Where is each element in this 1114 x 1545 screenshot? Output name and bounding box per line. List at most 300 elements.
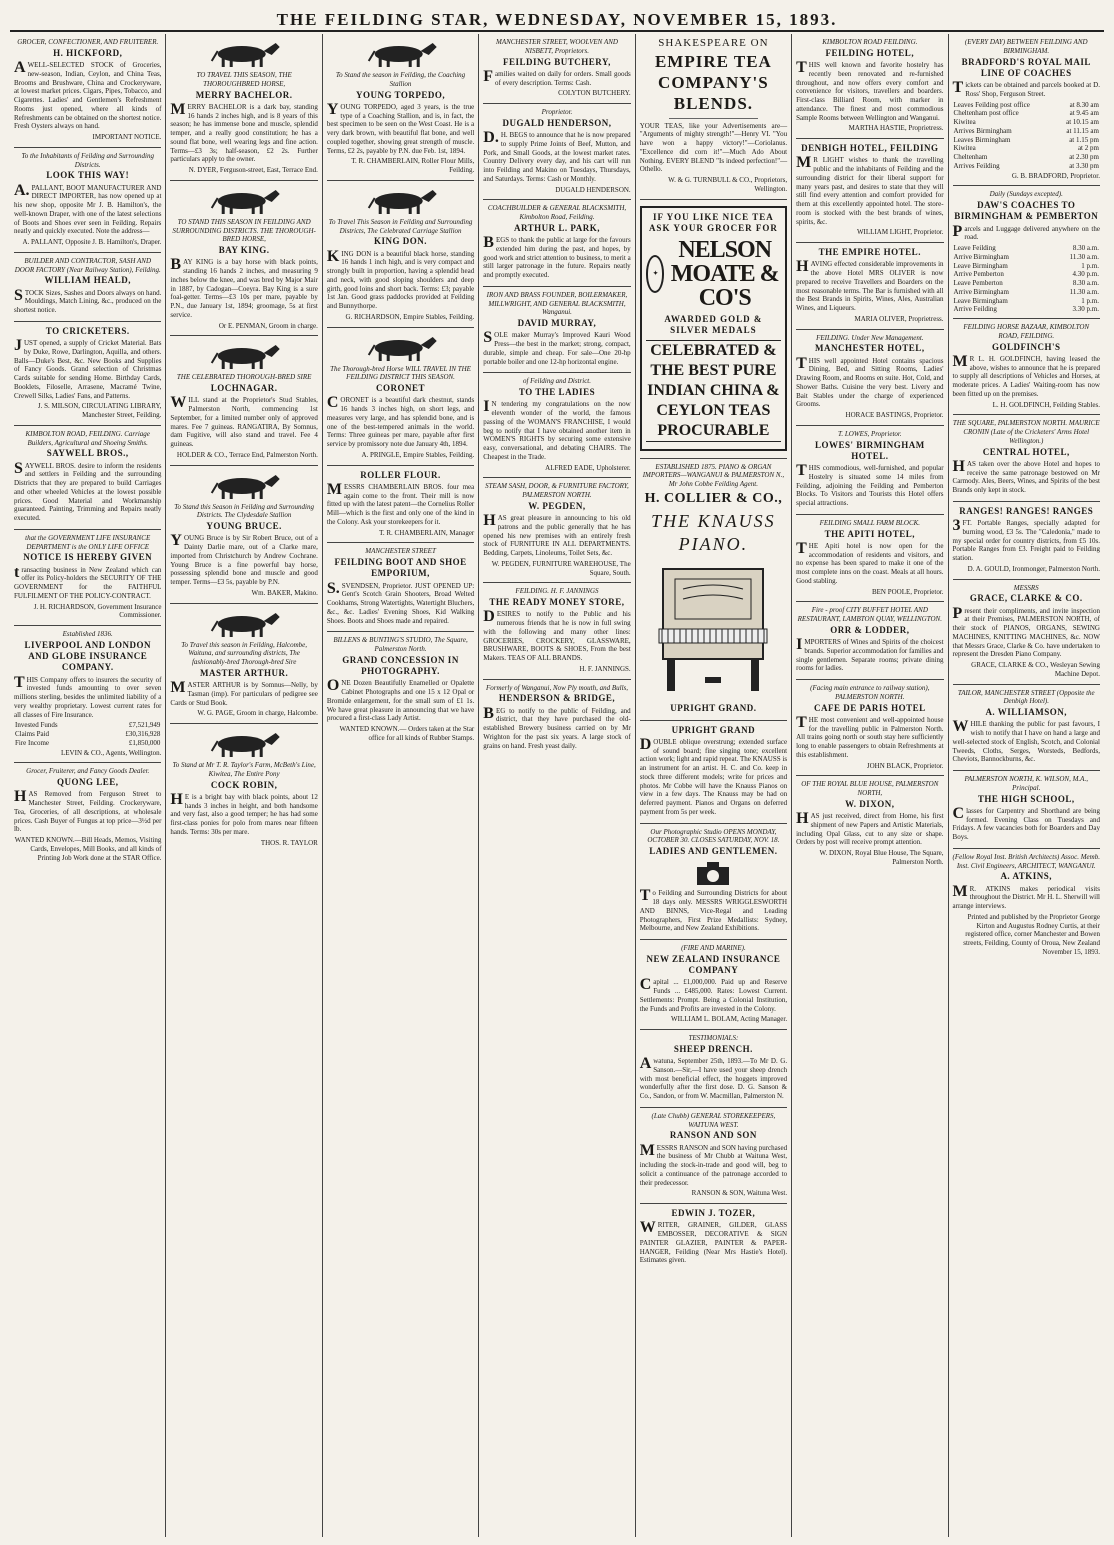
ad-subtitle: (Late Chubb) GENERAL STOREKEEPERS, WAITUNA WEST. xyxy=(651,1111,776,1129)
table-cell-value: at 1.15 pm xyxy=(1069,135,1099,144)
ad-title: LOOK THIS WAY! xyxy=(46,170,130,181)
piano-illustration xyxy=(653,559,773,699)
masthead xyxy=(10,4,1104,32)
table-cell-label: Arrives Birmingham xyxy=(953,126,1012,135)
ad-subtitle: BUILDER AND CONTRACTOR, SASH AND DOOR FACTORY (Near Railway Station), Feilding. xyxy=(14,256,161,274)
ad-body: S.SVENDSEN, Proprietor. JUST OPENED UP: Gent's Scotch Grain Shooters, Broad Welted Cookhams, Strong Watertights, Watertight Bluchers, &c., &c. Ladies' Evening Shoes, Kid Walking Shoes. Boots and Shoes made and repaired. xyxy=(326,579,475,625)
advertisement xyxy=(796,426,943,515)
ad-subtitle: MANCHESTER STREET xyxy=(365,547,436,556)
ad-signature: J. S. MILSON, CIRCULATING LIBRARY, Manchester Street, Feilding. xyxy=(37,402,162,419)
ad-title: A. ATKINS, xyxy=(1000,871,1053,882)
ad-title: LADIES AND GENTLEMEN. xyxy=(649,846,778,856)
table-cell-value: at 2.30 pm xyxy=(1069,153,1099,161)
ad-signature: RANSON & SON, Waituna West. xyxy=(691,1189,788,1198)
advertisement xyxy=(953,319,1100,415)
ad-subtitle: (FIRE AND MARINE). xyxy=(681,944,746,952)
ad-signature: W. & G. TURNBULL & CO., Proprietors, Wellington. xyxy=(668,176,788,193)
table-cell-value: at 3.30 pm xyxy=(1069,161,1099,170)
table-cell-value: 8.30 a.m. xyxy=(1072,244,1099,252)
horse-illustration xyxy=(170,609,317,639)
column-4 xyxy=(478,34,634,1537)
advertisement xyxy=(14,763,161,867)
table-cell-label: Arrives Feilding xyxy=(953,161,1000,170)
ad-subtitle: The Thorough-bred Horse WILL TRAVEL IN THE FEILDING DISTRICT THIS SEASON. xyxy=(330,364,471,382)
horse-illustration xyxy=(327,186,474,216)
advertisement xyxy=(953,580,1100,685)
table-cell-label: Cheltenham post office xyxy=(953,109,1019,118)
ad-body: MR LIGHT wishes to thank the travelling public and the inhabitants of Feilding and the surrounding district for their liberal support for many years past, and desires to state that they will still find every attention and comfort provided for them at this excellently appointed hotel. The store-room is stocked with the best brands of wines, spirits, &c. xyxy=(796,154,944,226)
ad-subtitle: THE SQUARE, PALMERSTON NORTH. MAURICE CRONIN (Late of the Cricketers' Arms Hotel Wellington.) xyxy=(952,419,1100,445)
ad-signature: Printed and published by the Proprietor George Kirton and Augustus Rodney Curtis, at their registered office, corner Manchester and Bowen streets, Feilding, County of Oroua, New Zealand November 15, 1893. xyxy=(963,912,1100,956)
ad-title: KING DON. xyxy=(374,236,428,247)
ad-signature: MARIA OLIVER, Proprietress. xyxy=(854,314,944,323)
advertisement xyxy=(170,724,317,852)
camera-icon xyxy=(693,859,733,887)
ad-body: Tickets can be obtained and parcels booked at D. Ross' Shop, Ferguson Street. xyxy=(952,79,1100,98)
column-1 xyxy=(10,34,165,1537)
ad-signature: J. H. RICHARDSON, Government Insurance Commissioner. xyxy=(33,602,162,620)
ad-signature: ALFRED EADE, Upholsterer. xyxy=(545,463,631,472)
ad-title: W. PEGDEN, xyxy=(528,500,586,511)
ad-body: D.H. BEGS to announce that he is now prepared to supply Prime Joints of Beef, Mutton, and Pork, and Small Goods, at the lowest market rates. Country Delivery every day, and his cart will run into Feilding and Makino on Tuesdays, Thursdays, and Saturdays. Terms: Cash or Monthly. xyxy=(483,129,631,183)
ad-subtitle: Established 1836. xyxy=(62,630,113,638)
advertisement xyxy=(953,849,1100,962)
ad-subtitle: IRON AND BRASS FOUNDER, BOILERMAKER, MILLWRIGHT, AND GENERAL BLACKSMITH, Wanganui. xyxy=(486,290,628,317)
ad-subtitle: To Travel This Season in Feilding and Surrounding Districts, The Celebrated Carriage Stallion xyxy=(328,217,473,235)
advertisement xyxy=(640,1030,787,1108)
ad-signature: WILLIAM L. BOLAM, Acting Manager. xyxy=(671,1015,788,1024)
ad-body: SAYWELL BROS. desire to inform the residents and settlers in Feilding and the surrounding Districts that they are prepared to build Carriages and other wheeled Vehicles at the lowest possible prices. Good Material and Workmanship guaranteed. Painting, Trimming and Repairs neatly executed. xyxy=(14,459,162,522)
ad-title: GRAND CONCESSION IN PHOTOGRAPHY. xyxy=(342,654,459,676)
advertisement xyxy=(14,322,161,426)
ad-subtitle: IF YOU LIKE NICE TEA ASK YOUR GROCER FOR xyxy=(648,211,778,233)
advertisement xyxy=(14,426,161,530)
advertisement xyxy=(953,415,1100,502)
table-cell-value: 3.30 p.m. xyxy=(1072,305,1099,314)
ad-signature: G. B. BRADFORD, Proprietor. xyxy=(1011,171,1100,180)
advertisement xyxy=(796,602,943,680)
ad-signature: N. DYER, Ferguson-street, East, Terrace End. xyxy=(188,166,318,174)
ad-signature: HOLDER & CO., Terrace End, Palmerston North. xyxy=(176,450,318,459)
advertisement xyxy=(483,104,630,200)
table-cell-label: Leaves Birmingham xyxy=(953,135,1011,144)
table-cell-label: Kiwitea xyxy=(953,118,976,126)
advertisement xyxy=(483,373,630,478)
ad-subtitle: Daily (Sundays excepted). xyxy=(989,190,1063,199)
ad-subtitle: Fire - proof CITY BUFFET HOTEL AND RESTAURANT, LAMBTON QUAY, WELLINGTON. xyxy=(797,606,942,623)
ad-body: KING DON is a beautiful black horse, standing 16 hands 1 inch high, and is very compact and strongly built in proportion, having a splendid head and neck, with good sloping shoulders and deep girth, good loins and short back. Terms: £3; payable 1st Jan. Good grass paddocks provided at Feilding and Bunnythorpe. xyxy=(326,247,475,310)
ad-signature: HORACE BASTINGS, Proprietor. xyxy=(845,411,944,419)
ad-title: DENBIGH HOTEL, FEILDING xyxy=(801,143,939,153)
ad-body: Classes for Carpentry and Shorthand are being formed. Evening Class on Tuesdays and Fridays. A few vacancies both for Boarders and Day Boys. xyxy=(952,804,1100,841)
table-row xyxy=(953,270,1100,279)
table-cell-label: Arrive Feilding xyxy=(953,305,997,314)
ad-body: CELEBRATED & THE BEST PURE INDIAN CHINA & CEYLON TEAS PROCURABLE xyxy=(646,340,781,442)
advertisement xyxy=(640,721,787,824)
ad-body: THE most convenient and well-appointed house for the travelling public in Palmerston North. All trains going north or south stay here sufficiently long to enable passengers to obtain Refreshments at this establishment. xyxy=(796,713,944,759)
ad-title: NEW ZEALAND INSURANCE COMPANY xyxy=(646,953,781,975)
ad-title: MASTER ARTHUR. xyxy=(200,667,289,678)
table-row xyxy=(953,127,1100,136)
advertisement xyxy=(327,328,474,466)
table-row xyxy=(953,162,1100,171)
ad-title: DAVID MURRAY, xyxy=(517,318,597,328)
ad-body: MASTER ARTHUR is by Somnus—Nelly, by Tasman (imp). For particulars of pedigree see Cards or Stud Book. xyxy=(170,679,318,707)
ad-body: To Feilding and Surrounding Districts for about 18 days only. MESSRS WRIGGLESWORTH AND BINNS, Vice-Regal and Leading Photographers, First Prize Medallists: Sydney, Melbourne, and New Zealand Exhibitions. xyxy=(639,887,788,933)
ad-signature: THOS. R. TAYLOR xyxy=(260,838,318,847)
ad-title: YOUNG TORPEDO, xyxy=(355,89,446,100)
ad-signature: WILLIAM LIGHT, Proprietor. xyxy=(856,228,944,237)
advertisement xyxy=(483,200,630,287)
table-row xyxy=(953,153,1100,162)
ad-title: EMPIRE TEA COMPANY'S BLENDS. xyxy=(654,51,772,114)
table-cell-label: Arrive Pemberton xyxy=(953,270,1004,279)
ad-title: FEILDING BOOT AND SHOE EMPORIUM, xyxy=(334,557,467,579)
table-row xyxy=(953,118,1100,127)
ad-subtitle: GROCER, CONFECTIONER, AND FRUITERER. xyxy=(17,38,159,46)
ad-title: SAYWELL BROS., xyxy=(46,448,129,459)
table-cell-value: at 2 pm xyxy=(1077,144,1099,153)
ad-subtitle: FEILDING SMALL FARM BLOCK. xyxy=(819,518,921,527)
ad-body: HAS Removed from Ferguson Street to Manchester Street, Feilding. Crockeryware, Tea, Groceries, of all descriptions, at wholesale prices. Cash Buyer of Fungus at top price—3½d per lb. xyxy=(14,788,162,834)
ad-subtitle: KIMBOLTON ROAD FEILDING. xyxy=(822,38,918,46)
ad-subtitle: TO STAND THIS SEASON IN FEILDING AND SURROUNDING DISTRICTS. THE THOROUGH-BRED HORSE, xyxy=(172,217,316,244)
ad-subtitle: FEILDING. H. F. JANNINGS xyxy=(515,587,599,596)
advertisement xyxy=(170,336,317,465)
ad-body: MR. ATKINS makes periodical visits throughout the District. Mr H. L. Sherwill will arrange interviews. xyxy=(952,882,1100,910)
ad-signature: LEVIN & CO., Agents, Wellington. xyxy=(61,748,162,757)
horse-illustration xyxy=(327,333,474,363)
table-cell-label: Fire Income xyxy=(15,738,50,747)
table-row xyxy=(953,253,1100,262)
ad-subtitle: (EVERY DAY) BETWEEN FEILDING AND BIRMINGHAM. xyxy=(964,38,1088,55)
ad-title: THE APITI HOTEL, xyxy=(824,528,915,539)
ad-subtitle: BILLENS & BUNTING'S STUDIO, The Square, Palmerston North. xyxy=(333,636,468,653)
ad-subtitle: To Stand this Season in Feilding and Surrounding Districts. The Clydesdale Stallion xyxy=(174,502,314,520)
ad-title: RANSON AND SON xyxy=(669,1130,757,1141)
advertisement xyxy=(796,515,943,603)
ad-subtitle: Proprietor. xyxy=(541,108,573,116)
ad-title: THE READY MONEY STORE, xyxy=(489,597,625,607)
ad-signature: A. PALLANT, Opposite J. B. Hamilton's, Draper. xyxy=(22,238,162,246)
ad-body: Capital ... £1,000,000. Paid up and Reserve Funds ... £485,000. Rates: Lowest Current. Settlements: Prompt. Being a Colonial Institution, the Funds and Profits are invested in the Colony. xyxy=(639,976,788,1013)
ad-subtitle: (Fellow Royal Inst. British Architects) Assoc. Memb. Inst. Civil Engineers, ARCHITECT, WANGANUI. xyxy=(952,852,1100,870)
ad-title: WILLIAM HEALD, xyxy=(44,275,131,286)
ad-signature: DUGALD HENDERSON. xyxy=(555,185,631,194)
ad-title: DUGALD HENDERSON, xyxy=(502,117,612,128)
ad-signature: UPRIGHT GRAND. xyxy=(670,703,757,714)
ad-body: YOUR TEAS, like your Advertisements are— "Arguments of mighty strength!"—Henry VI. "You have won a happy victory!"—Coriolanus. "Excellence did corn it!"—Much Ado About Nothing. EVERY BLEND "Is indeed perfection!"—Othello. xyxy=(639,121,788,174)
ad-body: JUST opened, a supply of Cricket Material. Bats by Duke, Rowe, Darlington, Aquilla, and others. Balls—Duke's Best, &c. New Books and Supplies of Fancy Goods. Grand selection of Christmas Cards suitable for sending Home. Birthday Cards, Booklets, Filoselle, Arrasene, Macramé Twine, Crewell Silks, Ladies' Fans, and Patterns. xyxy=(14,337,162,400)
ad-title: A. WILLIAMSON, xyxy=(985,707,1068,717)
bradford-timetable xyxy=(953,101,1100,171)
ad-body: HAS just received, direct from Home, his first shipment of new Papers and Artistic Materials, including Opal Glass, cut to any size or shape. Orders by post will receive prompt attention. xyxy=(796,810,944,847)
ad-title: FEILDING HOTEL, xyxy=(825,47,915,58)
ad-subtitle: COACHBUILDER & GENERAL BLACKSMITH, Kimbolton Road, Feilding. xyxy=(487,204,627,221)
advertisement xyxy=(640,1108,787,1204)
ad-body: BEGS to thank the public at large for the favours extended him during the past, and hopes, by good work and strict attention to business, to merit a still larger patronage in the future. Repairs neatly and promptly executed. xyxy=(483,234,631,279)
medal-seal-icon: ✦ xyxy=(646,255,665,293)
ad-title: NELSON MOATE & CO'S xyxy=(670,237,779,311)
ad-body: THIS well appointed Hotel contains spacious Dining, Bed, and Sitting Rooms, Ladies' Drawing Room, and Rooms en suite. Hot, Cold, and Shower Baths. Cuisine the very best. Livery and Bait Stables under the charge of experienced Grooms. xyxy=(796,354,944,409)
ad-signature: T. R. CHAMBERLAIN, Roller Flour Mills, Feilding. xyxy=(351,157,475,174)
ad-signature: D. A. GOULD, Ironmonger, Palmerston North. xyxy=(967,564,1100,573)
horse-illustration xyxy=(170,341,317,371)
ad-signature: GRACE, CLARKE & CO., Wesleyan Sewing Machine Depot. xyxy=(971,661,1100,678)
ad-title: TO THE LADIES xyxy=(518,387,596,397)
table-row xyxy=(953,288,1100,297)
ad-signature: MARTHA HASTIE, Proprietress. xyxy=(848,124,944,133)
table-cell-label: Kiwitea xyxy=(953,144,976,153)
table-cell-value: 1 p.m. xyxy=(1081,261,1099,270)
ad-subtitle: OF THE ROYAL BLUE HOUSE, PALMERSTON NORTH, xyxy=(801,780,939,797)
table-cell-value: £30,316,928 xyxy=(125,730,161,738)
table-cell-value: 8.30 a.m. xyxy=(1072,279,1099,287)
ad-body: IN tendering my congratulations on the now eleventh wonder of the world, the famous passing of the WOMAN'S FRANCHISE, I would beg to notify that I have obtained another item in WOMEN'S RIGHTS by securing some extensive easy, conversational, and debating CHAIRS. The Cheapest in the Trade. xyxy=(483,398,631,461)
advertisement xyxy=(640,459,787,721)
ad-signature: Or E. PENMAN, Groom in charge. xyxy=(218,321,318,330)
column-5 xyxy=(635,34,791,1537)
ad-subtitle: To Stand at Mr T. R. Taylor's Farm, McBeth's Line, Kiwitea, The Entire Pony xyxy=(172,761,316,778)
advertisement xyxy=(953,186,1100,319)
ad-body: HE is a bright bay with black points, about 12 hands 3 inches in height, and both handsome and very fast, also a good temper; he has had some first-class ponies for polo from mares near fifteen hands. Terms: 30s per mare. xyxy=(170,790,318,836)
ad-subtitle: Grocer, Fruiterer, and Fancy Goods Dealer. xyxy=(26,767,150,776)
ad-title: GRACE, CLARKE & CO. xyxy=(969,593,1083,604)
ad-body: BAY KING is a bay horse with black points, standing 16 hands 2 inches, and measuring 9 inches below the knee, and was bred by Major Mair in 1887, by Cadogan—Coeyra. Bay King is a sure foal-getter. Terms—£3 10s per mare, payable by P.N., due January 1st, 1894; groomage, 5s at first service. xyxy=(170,256,318,319)
advertisement xyxy=(953,771,1100,849)
advertisement xyxy=(640,200,787,459)
ad-signature: W. DIXON, Royal Blue House, The Square, Palmerston North. xyxy=(819,849,944,866)
table-cell-label: Arrive Birmingham xyxy=(953,287,1009,296)
ad-body: WRITER, GRAINER, GILDER, GLASS EMBOSSER, DECORATIVE & SIGN PAINTER GLAZIER, PAINTER & PAPER-HANGER, Feilding (Near Mrs Hastie's Hotel). Estimates given. xyxy=(639,1219,788,1265)
ad-body: THIS well known and favorite hostelry has recently been renovated and re-furnished throughout, and now offers every comfort and convenience for visitors, travellers and boarders. First-class Billiard Room, with marker in attendance. The finest and most commodious Sample Rooms between Wellington and Wanganui. xyxy=(796,59,944,122)
ad-body: Parcels and Luggage delivered anywhere on the road. xyxy=(952,222,1100,242)
table-row xyxy=(953,279,1100,288)
horse-illustration xyxy=(170,471,317,501)
ad-signature: JOHN BLACK, Proprietor. xyxy=(866,761,944,770)
ad-subtitle: To Travel this season in Feilding, Halcombe, Waituna, and surrounding districts, The fashionably-bred Thorough-bred Sire xyxy=(181,640,307,666)
ad-title: UPRIGHT GRAND xyxy=(671,724,756,735)
advertisement xyxy=(796,243,943,330)
ad-body: HAS great pleasure in announcing to his old patrons and the public generally that he has opened his new premises with an entirely fresh stock of FURNITURE IN ALL DEPARTMENTS. Bedding, Carpets, Linoleums, Toilet Sets, &c. xyxy=(483,512,631,557)
ad-subtitle: TO TRAVEL THIS SEASON, THE THOROUGHBRED HORSE, xyxy=(196,71,292,88)
table-cell-value: 11.30 a.m. xyxy=(1069,252,1099,261)
ad-title: TO CRICKETERS. xyxy=(45,325,130,336)
table-cell-value: 11.30 a.m. xyxy=(1069,287,1099,296)
advertisement xyxy=(14,34,161,148)
advertisement xyxy=(170,34,317,181)
columns-container xyxy=(10,34,1104,1537)
ad-body: MR L. H. GOLDFINCH, having leased the above, wishes to announce that he is prepared to supply all descriptions of Vehicles and Horses, at moderate prices. A Ladies' Waiting-room has now been fitted up on the premises. xyxy=(952,352,1100,398)
ad-title: GOLDFINCH'S xyxy=(991,341,1061,352)
table-row xyxy=(953,297,1100,306)
ad-body: WILL stand at the Proprietor's Stud Stables, Palmerston North, commencing 1st September, for a limited number only of approved mares. Fee 7 guineas. RANGATIRA, By Somnus, dam Fugitive, will also stand and travel. Fee 4 guineas. xyxy=(170,394,318,448)
column-3 xyxy=(322,34,478,1537)
tea-logo xyxy=(646,238,781,310)
ad-signature: WANTED KNOWN.— Orders taken at the Star office for all kinds of Rubber Stamps. xyxy=(339,725,475,742)
table-cell-label: Leave Feilding xyxy=(953,244,996,252)
horse-illustration xyxy=(170,39,317,69)
table-row xyxy=(953,305,1100,314)
ad-subtitle: of Feilding and District. xyxy=(522,377,591,386)
ad-body: WHILE thanking the public for past favours, I wish to notify that I have on hand a large and well-selected stock of English, Scotch, and Colonial Tweeds, Cloths, Serges, Worsteds, Bedfords, Cheviots, Bannockburns, &c. xyxy=(952,718,1100,764)
ad-subtitle: STEAM SASH, DOOR, & FURNITURE FACTORY, PALMERSTON NORTH. xyxy=(485,482,629,499)
horse-illustration xyxy=(170,186,317,216)
advertisement xyxy=(327,632,474,747)
ad-subtitle: PALMERSTON NORTH, K. WILSON, M.A., Principal. xyxy=(964,775,1088,792)
table-cell-label: Leave Pemberton xyxy=(953,279,1003,287)
ad-subtitle: FEILDING HORSE BAZAAR, KIMBOLTON ROAD, FEILDING. xyxy=(963,323,1090,340)
table-cell-label: Leaves Feilding post office xyxy=(953,100,1030,109)
ad-title: MERRY BACHELOR. xyxy=(195,89,293,100)
ad-subtitle: Our Photographic Studio OPENS MONDAY, OCTOBER 30. CLOSES SATURDAY, NOV. 18. xyxy=(647,827,780,845)
advertisement xyxy=(483,583,630,679)
ad-subtitle: T. LOWES, Proprietor. xyxy=(838,429,902,438)
ad-body: MERRY BACHELOR is a dark bay, standing 16 hands 2 inches high, and is 8 years of this season; he has immense bone and muscle, splendid temper, and a really good constitution; he has a sound flat bone, well wearing legs and fine action. Terms—£3 3s; half-season, £2 2s. Further particulars apply to the owner. xyxy=(170,100,318,164)
divider xyxy=(669,118,757,119)
ad-subtitle: Formerly of Wanganui, Now Ply mouth, and Bulls, xyxy=(485,683,629,692)
table-cell-value: £1,850,000 xyxy=(128,738,161,747)
ad-title: SHEEP DRENCH. xyxy=(673,1043,753,1054)
ad-title: FEILDING BUTCHERY, xyxy=(503,56,611,67)
empire-tea-header xyxy=(640,37,787,115)
ad-body: DOUBLE oblique overstrung; extended surface of sound board; fine singing tone; excellent action work; light and rapid repeat. The KNAUSS is an instrument for an artist. H. C. and Co. keep in stock three different models; write for prices and photos. Mr Cobbe will have the Knauss Pianos on view in a few days. The Knauss may be had on deferred payment. Pianos and Organs on deferred payment from 5s per week. xyxy=(639,735,788,816)
ad-signature: IMPORTANT NOTICE. xyxy=(92,133,162,141)
advertisement xyxy=(483,34,630,104)
table-row xyxy=(14,721,161,730)
ad-title: W. DIXON, xyxy=(845,798,895,809)
table-row xyxy=(14,730,161,739)
ad-title: ORR & LODDER, xyxy=(830,624,910,635)
advertisement xyxy=(170,604,317,725)
ad-title: ROLLER FLOUR. xyxy=(360,469,441,480)
ad-title: THE HIGH SCHOOL, xyxy=(977,793,1075,804)
ad-subtitle: (Facing main entrance to railway station), PALMERSTON NORTH. xyxy=(810,684,930,701)
ad-title: CENTRAL HOTEL, xyxy=(982,446,1070,457)
ad-title: NOTICE IS HEREBY GIVEN xyxy=(23,552,153,563)
advertisement xyxy=(953,34,1100,186)
ad-title: DAW'S COACHES TO BIRMINGHAM & PEMBERTON xyxy=(954,200,1099,222)
ad-body: HAVING effected considerable improvements in the above Hotel MRS OLIVER is now prepared to receive Travellers and Boarders on the most reasonable terms. The Bar is furnished with all the Best Brands in Spirits, Wines, Ales, Australian Wines, and Liqueurs. xyxy=(796,258,944,312)
ad-signature: A. PRINGLE, Empire Stables, Feilding. xyxy=(361,450,475,459)
tea-advert-box xyxy=(640,206,787,451)
ad-body: DESIRES to notify to the Public and his numerous friends that he is now in full swing with the following and many other lines: GROCERIES, CROCKERY, GLASSWARE, BRUSHWARE, BOOTS & SHOES, From the best Makers. TEAS OF ALL BRANDS. xyxy=(483,608,631,662)
table-cell-label: Invested Funds xyxy=(15,721,58,730)
ad-body: YOUNG TORPEDO, aged 3 years, is the true type of a Coaching Stallion, and is, in fact, the best specimen to be seen on the West Coast. He is a very dark brown, with beautiful flat bone, and well coupled together, showing great strength of muscle. Terms, £2 2s, payable by P.N. due Feb. 1st, 1894. xyxy=(326,100,475,155)
ad-subtitle: that the GOVERNMENT LIFE INSURANCE DEPARTMENT is the ONLY LIFE OFFICE xyxy=(25,533,151,551)
table-row xyxy=(953,101,1100,110)
advertisement xyxy=(483,287,630,374)
ad-body: transacting business in New Zealand which can offer its Policy-holders the SECURITY OF THE GOVERNMENT for the FAITHFUL FULFILMENT OF THE POLICY-CONTRACT. xyxy=(14,563,162,600)
ad-body: YOUNG Bruce is by Sir Robert Bruce, out of a Dainty Darlie mare, out of a Clarke mare, imported from Christchurch by Andrew Cochrane. Young Bruce is a fine powerful bay horse, possessing splendid bone and muscle and good temper. Terms—£3 5s, payable by P.N. xyxy=(170,532,318,586)
ad-signature: L. H. GOLDFINCH, Feilding Stables. xyxy=(992,400,1100,409)
ad-body: Awatuna, September 25th, 1893.—To Mr D. G. Sanson.—Sir,—I have used your sheep drench with most beneficial effect, the hoggets improved wonderfully after the first dose. D. G. Sanson & Co., Sandon, or from W. Macmillan, Palmerston N. xyxy=(639,1055,788,1100)
ad-signature: BEN POOLE, Proprietor. xyxy=(871,587,944,596)
table-row xyxy=(953,262,1100,271)
ad-title: COCK ROBIN, xyxy=(210,779,278,790)
advertisement xyxy=(170,181,317,337)
advertisement xyxy=(796,776,943,871)
table-row xyxy=(953,144,1100,153)
column-7 xyxy=(948,34,1104,1537)
column-6 xyxy=(791,34,947,1537)
ad-subtitle: MANCHESTER STREET, WOOLVEN AND NISBETT, Proprietors. xyxy=(495,38,618,55)
ad-signature: W. G. PAGE, Groom in charge, Halcombe. xyxy=(197,709,318,718)
table-cell-label: Cheltenham xyxy=(953,153,988,161)
table-cell-value: 4.30 p.m. xyxy=(1072,270,1099,279)
advertisement xyxy=(640,824,787,941)
ad-signature: H. F. JANNINGS. xyxy=(579,664,631,673)
table-row xyxy=(953,109,1100,118)
ad-title: BRADFORD'S ROYAL MAIL LINE OF COACHES xyxy=(961,56,1091,78)
ad-title: EDWIN J. TOZER, xyxy=(671,1208,756,1218)
ad-subtitle: MESSRS xyxy=(1013,583,1039,592)
ad-body: Present their compliments, and invite inspection at their Premises, PALMERSTON NORTH, of their stock of PIANOS, ORGANS, SEWING MACHINES, KNITTING MACHINES, &c. NOW that Messrs Grace, Clarke & Co. have undertaken to represent the Dresden Piano Company. xyxy=(952,604,1100,659)
ad-body: MESSRS CHAMBERLAIN BROS. four mea again come to the front. Their mill is now fitted up with the latest patent—the Cornelius Roller Mill—which is the first and only one of the kind in the Colony. Ask your storekeepers for it. xyxy=(326,480,475,526)
advertisement xyxy=(796,330,943,426)
ad-signature: WANTED KNOWN.—Bill Heads, Memos, Visiting Cards, Envelopes, Mill Books, and all kinds of Printing Job Work done at the STAR Office. xyxy=(14,836,162,862)
ad-subtitle: THE CELEBRATED THOROUGH-BRED SIRE xyxy=(176,373,312,382)
ad-subtitle: KIMBOLTON ROAD, FEILDING. Carriage Builders, Agricultural and Shoeing Smiths. xyxy=(25,429,150,447)
table-cell-label: Leave Birmingham xyxy=(953,296,1008,305)
ad-title: QUONG LEE, xyxy=(56,777,119,787)
table-cell-label: Claims Paid xyxy=(15,730,50,738)
ad-title: LOCHNAGAR. xyxy=(210,383,278,393)
table-row xyxy=(953,136,1100,145)
advertisement xyxy=(640,34,787,200)
piano-heading: THE KNAUSS PIANO. xyxy=(651,511,776,554)
ad-signature: W. PEGDEN, FURNITURE WAREHOUSE, The Square, South. xyxy=(491,559,631,577)
table-cell-label: Leave Birmingham xyxy=(953,261,1008,270)
horse-illustration xyxy=(170,729,317,759)
advertisement xyxy=(327,181,474,328)
ad-body: ONE Dozen Beautifully Enamelled or Opalette Cabinet Photographs and one 15 x 12 Opal or Bromide enlargement, for the small sum of £1 1s. We have great pleasure in announcing that we have procured a first-class Lady Artist. xyxy=(326,677,475,723)
advertisement xyxy=(953,685,1100,772)
ad-title: HENDERSON & BRIDGE, xyxy=(498,693,616,704)
advertisement xyxy=(640,940,787,1030)
ad-body: 3FT. Portable Ranges, specially adapted for burning wood, £3 5s. The "Caledonia," made to my special order for country districts, from £5 10s. Portable Ranges from £3. Freight paid to Feilding station. xyxy=(952,517,1100,562)
ad-title: YOUNG BRUCE. xyxy=(206,521,282,531)
advertisement xyxy=(14,253,161,322)
advertisement xyxy=(327,466,474,544)
table-row xyxy=(14,739,161,748)
ad-body: THIS Company offers to insurers the security of invested funds amounting to over seven millions sterling, besides the unlimited liability of a very wealthy proprietary. Lowest current rates for all classes of Fire Insurance. xyxy=(14,673,162,719)
ad-title: RANGES! RANGES! RANGES xyxy=(959,505,1094,516)
ad-body: THIS commodious, well-furnished, and popular Hostelry is situated some 14 miles from Feilding, adjoining the Feilding and Pemberton Blocks. To Visitors and Tourists this Hotel offers special attractions. xyxy=(796,462,944,507)
ad-subtitle: ESTABLISHED 1875. PIANO & ORGAN IMPORTERS—WANGANUI & PALMERSTON N., Mr John Cobbe Feilding Agent. xyxy=(642,462,785,488)
ad-subtitle: TESTIMONIALS: xyxy=(688,1034,739,1042)
ad-body: HAS taken over the above Hotel and hopes to receive the same patronage bestowed on Mr Carmody. Ales, Beers, Wines, and Spirits of the best Brands only kept in stock. xyxy=(952,457,1100,494)
table-cell-value: at 9.45 am xyxy=(1069,109,1099,118)
ad-title: CAFE DE PARIS HOTEL xyxy=(814,702,926,713)
ad-subtitle: FEILDING. Under New Management. xyxy=(816,333,924,342)
ad-body: IMPORTERS of Wines and Spirits of the choicest brands. Superior accommodation for families and single gentlemen. Separate rooms; private dining rooms for ladies. xyxy=(796,636,944,673)
table-cell-value: £7,521,949 xyxy=(128,721,161,730)
ad-subtitle: To the Inhabitants of Feilding and Surrounding Districts. xyxy=(21,151,154,169)
ad-body: MESSRS RANSON and SON having purchased the business of Mr Chubb at Waituna West, including the stock-in-trade and good will, beg to solicit a continuance of the patronage accorded to their predecessor. xyxy=(639,1141,788,1187)
ad-title: ARTHUR L. PARK, xyxy=(513,222,600,233)
horse-illustration xyxy=(327,39,474,69)
column-2 xyxy=(165,34,321,1537)
masthead-title: THE FEILDING STAR, WEDNESDAY, NOVEMBER 15, 1893. xyxy=(276,10,838,29)
advertisement xyxy=(796,34,943,139)
ad-body: SOLE maker Murray's Improved Kauri Wood Press—the best in the market; strong, compact, durable, simple and cheap. For sale—One 20-hp portable boiler and one 12-hp horizontal engine. xyxy=(483,329,631,366)
daws-timetable xyxy=(953,244,1100,314)
ad-body: AWELL-SELECTED STOCK of Groceries, new-season, Indian, Ceylon, and China Teas, Brooms and Brushware, China and Crockeryware, at lowest market prices. Cigars, Pipes, Tobacco, and Cigarettes. Ladies' and Gentlemen's Refreshment Rooms just opened, where all kinds of Refreshments can be obtained on the shortest notice. Fresh Oysters always on hand. xyxy=(14,59,162,131)
ad-signature: COLYTON BUTCHERY. xyxy=(558,89,631,98)
ad-title: MANCHESTER HOTEL, xyxy=(815,343,925,354)
advertisement xyxy=(14,148,161,253)
